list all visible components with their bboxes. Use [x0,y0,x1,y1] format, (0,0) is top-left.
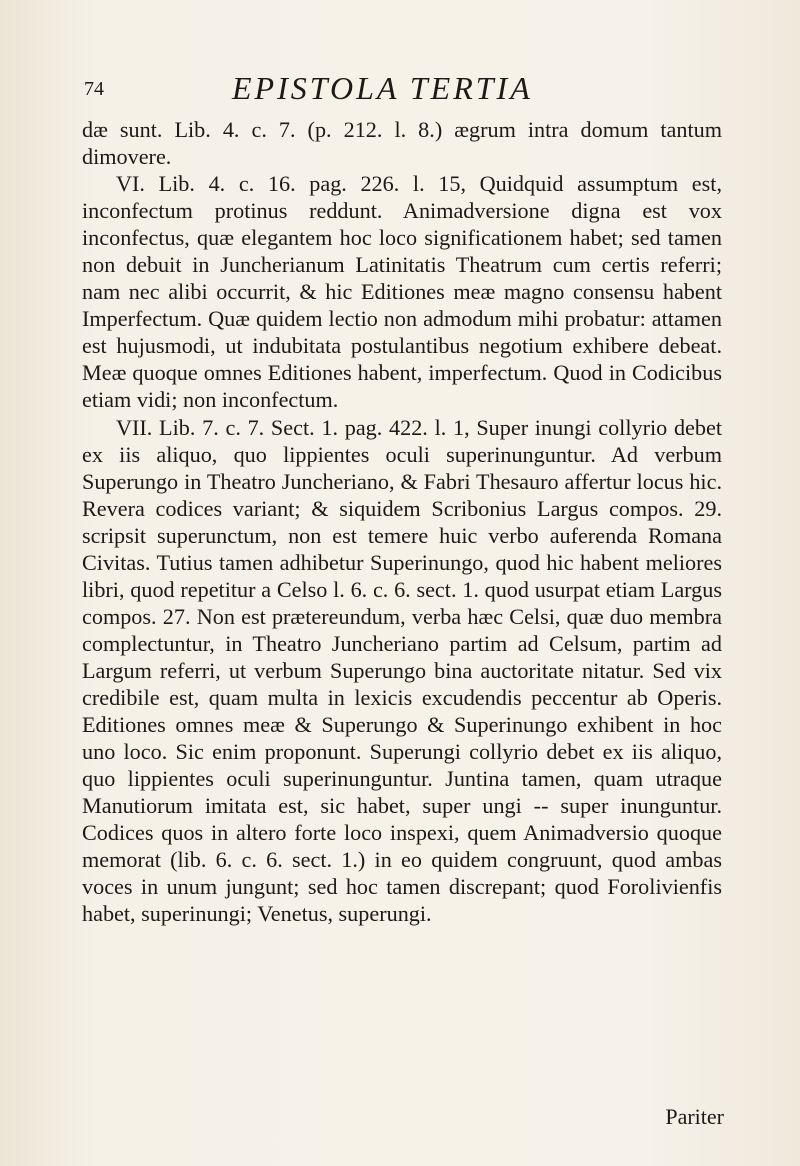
page-number: 74 [84,78,104,100]
paragraph-continuation: dæ sunt. Lib. 4. c. 7. (p. 212. l. 8.) ægrum intra domum tantum dimovere. [82,117,722,170]
paragraph-vi: VI. Lib. 4. c. 16. pag. 226. l. 15, Quidquid assumptum est, inconfectum protinus reddunt. Animadversione digna est vox inconfectus, quæ elegantem hoc loco significationem habet; sed tamen non debuit in Juncherianum Latinitatis Theatrum cum certis referri; nam nec alibi occurrit, & hic Editiones meæ magno consensu habent Imperfectum. Quæ quidem lectio non admodum mihi probatur: attamen est hujusmodi, ut indubitata postulantibus negotium exhibere debeat. Meæ quoque omnes Editiones habent, imperfectum. Quod in Codicibus etiam vidi; non inconfectum. [82,171,722,413]
page-header [84,64,724,112]
paragraph-vii: VII. Lib. 7. c. 7. Sect. 1. pag. 422. l. 1, Super inungi collyrio debet ex iis aliquo, quo lippientes oculi superinunguntur. Ad verbum Superungo in Theatro Juncheriano, & Fabri Thesauro affertur locus hic. Revera codices variant; & siquidem Scribonius Largus compos. 29. scripsit superunctum, non est temere huic verbo auferenda Romana Civitas. Tutius tamen adhibetur Superinungo, quod hic habent meliores libri, quod repetitur a Celso l. 6. c. 6. sect. 1. quod usurpat etiam Largus compos. 27. Non est prætereundum, verba hæc Celsi, quæ duo membra complectuntur, in Theatro Juncheriano partim ad Celsum, partim ad Largum referri, ut verbum Superungo bina auctoritate nitatur. Sed vix credibile est, quam multa in lexicis excudendis peccentur ab Operis. Editiones omnes meæ & Superungo & Superinungo exhibent in hoc uno loco. Sic enim proponunt. Superungi collyrio debet ex iis aliquo, quo lippientes oculi superinunguntur. Juntina tamen, quam utraque Manutiorum imitata est, sic habet, super ungi -- super inunguntur. Codices quos in altero forte loco inspexi, quem Animadversio quoque memorat (lib. 6. c. 6. sect. 1.) in eo quidem congruunt, quod ambas voces in unum jungunt; sed hoc tamen discrepant; quod Forolivienfis habet, superinungi; Venetus, superungi. [82,414,722,927]
body-text [82,116,722,927]
running-head: EPISTOLA TERTIA [232,70,533,106]
catchword: Pariter [665,1104,724,1129]
